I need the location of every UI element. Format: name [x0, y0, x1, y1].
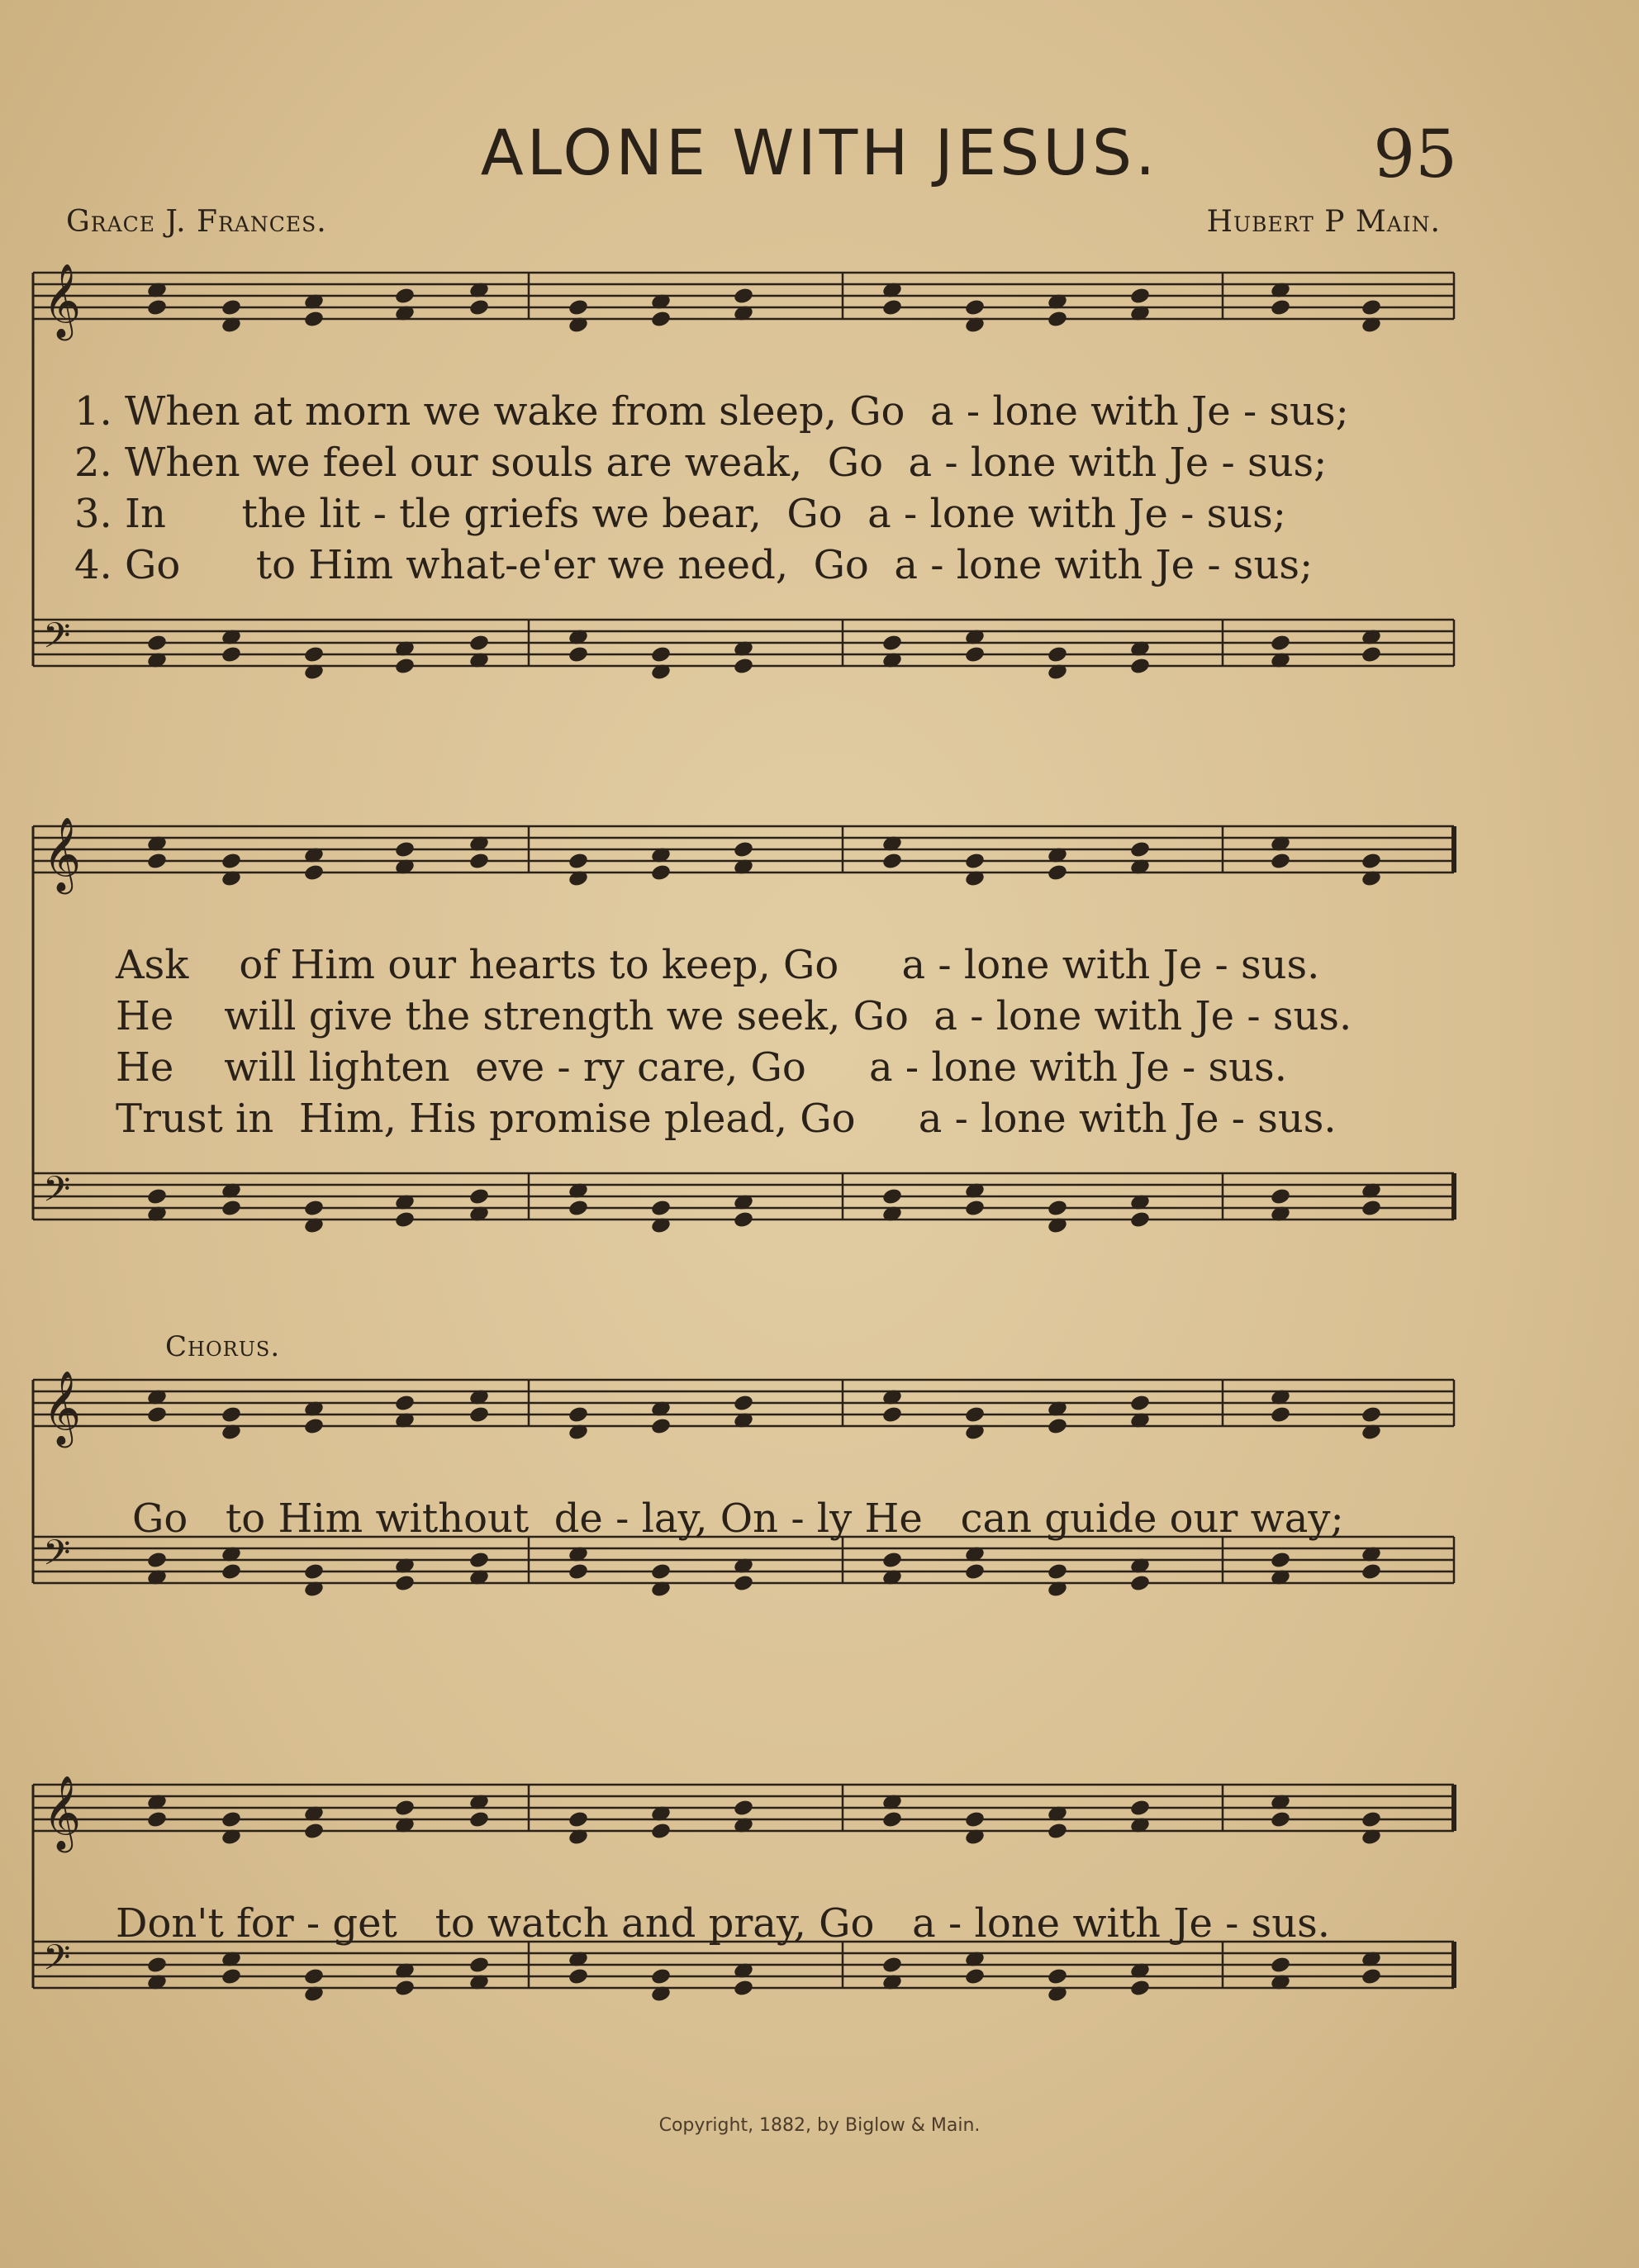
- note-head: [1129, 1210, 1151, 1229]
- note-head: [1270, 1187, 1291, 1206]
- note-head: [394, 1394, 416, 1413]
- note-head: [881, 298, 903, 317]
- note-head: [568, 1199, 589, 1218]
- note-head: [303, 645, 325, 664]
- note-head: [1047, 1562, 1068, 1581]
- note-head: [1361, 298, 1382, 317]
- note-head: [1361, 1562, 1382, 1581]
- treble-staff: [33, 1776, 1454, 1853]
- note-head: [1361, 1405, 1382, 1424]
- verse-lyric-line: 2. When we feel our souls are weak, Go a - lone with Je - sus;: [74, 440, 1328, 486]
- verse-lyric-line: 1. When at morn we wake from sleep, Go a - lone with Je - sus;: [74, 388, 1349, 435]
- bass-clef-icon: 𝄢: [43, 1533, 71, 1582]
- note-head: [303, 1417, 325, 1436]
- note-head: [1270, 634, 1291, 653]
- note-head: [394, 1979, 416, 1998]
- note-head: [468, 1187, 490, 1206]
- note-head: [650, 1822, 672, 1841]
- bass-staff: [33, 616, 1454, 681]
- note-head: [394, 1799, 416, 1818]
- note-head: [650, 1199, 672, 1218]
- note-head: [733, 657, 754, 676]
- note-head: [1129, 1799, 1151, 1818]
- note-head: [1129, 287, 1151, 306]
- note-head: [964, 1967, 986, 1986]
- note-head: [733, 840, 754, 859]
- note-head: [733, 1799, 754, 1818]
- note-head: [221, 1810, 242, 1829]
- note-head: [650, 645, 672, 664]
- note-head: [394, 287, 416, 306]
- chorus-lyric-line: Don't for - get to watch and pray, Go a - lone with Je - sus.: [116, 1900, 1331, 1947]
- page-number: 95: [1373, 116, 1457, 193]
- note-head: [1361, 645, 1382, 664]
- verse-lyric-line: He will lighten eve - ry care, Go a - lone with Je - sus.: [116, 1044, 1287, 1091]
- note-head: [468, 1810, 490, 1829]
- staff-pair-2: [33, 810, 1470, 1272]
- note-head: [468, 852, 490, 871]
- note-head: [221, 1967, 242, 1986]
- note-head: [650, 863, 672, 882]
- note-head: [221, 645, 242, 664]
- note-head: [733, 1979, 754, 1998]
- bass-clef-icon: 𝄢: [43, 1938, 71, 1987]
- note-head: [733, 1394, 754, 1413]
- note-head: [1270, 298, 1291, 317]
- note-head: [964, 1199, 986, 1218]
- hymn-title: ALONE WITH JESUS.: [480, 116, 1159, 189]
- note-head: [568, 1967, 589, 1986]
- note-head: [221, 1199, 242, 1218]
- treble-clef-icon: 𝄞: [43, 1371, 82, 1445]
- music-system-4: [33, 1768, 1470, 2115]
- note-head: [1270, 1551, 1291, 1570]
- note-head: [1047, 310, 1068, 329]
- note-head: [146, 1405, 168, 1424]
- treble-staff: [33, 264, 1454, 341]
- note-head: [964, 1562, 986, 1581]
- note-head: [1129, 840, 1151, 859]
- note-head: [468, 1956, 490, 1975]
- note-head: [303, 1562, 325, 1581]
- note-head: [1129, 1394, 1151, 1413]
- note-head: [146, 1810, 168, 1829]
- note-head: [303, 1199, 325, 1218]
- note-head: [146, 1187, 168, 1206]
- note-head: [964, 298, 986, 317]
- music-system-3: [33, 1363, 1470, 1710]
- note-head: [146, 634, 168, 653]
- bass-staff: [33, 1533, 1454, 1598]
- music-system-2: [33, 810, 1470, 1272]
- note-head: [964, 852, 986, 871]
- bass-staff: [33, 1938, 1454, 2003]
- note-head: [303, 863, 325, 882]
- note-head: [146, 852, 168, 871]
- note-head: [1270, 1405, 1291, 1424]
- note-head: [303, 1822, 325, 1841]
- lyricist-credit: Grace J. Frances.: [66, 205, 327, 239]
- note-head: [468, 1551, 490, 1570]
- note-head: [1047, 1822, 1068, 1841]
- note-head: [733, 1210, 754, 1229]
- note-head: [1047, 863, 1068, 882]
- note-head: [568, 852, 589, 871]
- treble-clef-icon: 𝄞: [43, 1776, 82, 1850]
- note-head: [221, 852, 242, 871]
- note-head: [1361, 1810, 1382, 1829]
- note-head: [1270, 1810, 1291, 1829]
- note-head: [468, 1405, 490, 1424]
- verse-lyric-line: He will give the strength we seek, Go a - lone with Je - sus.: [116, 993, 1352, 1039]
- note-head: [568, 298, 589, 317]
- note-head: [1047, 1417, 1068, 1436]
- note-head: [303, 310, 325, 329]
- note-head: [1047, 1199, 1068, 1218]
- note-head: [1129, 1574, 1151, 1593]
- bass-clef-icon: 𝄢: [43, 1169, 71, 1219]
- note-head: [1361, 852, 1382, 871]
- note-head: [964, 1810, 986, 1829]
- treble-clef-icon: 𝄞: [43, 817, 82, 892]
- note-head: [733, 287, 754, 306]
- note-head: [881, 1187, 903, 1206]
- note-head: [568, 1405, 589, 1424]
- note-head: [1047, 645, 1068, 664]
- note-head: [394, 1574, 416, 1593]
- note-head: [733, 1574, 754, 1593]
- verse-lyric-line: 4. Go to Him what-e'er we need, Go a - lone with Je - sus;: [74, 542, 1314, 588]
- note-head: [650, 1417, 672, 1436]
- treble-staff: [33, 1371, 1454, 1448]
- bass-clef-icon: 𝄢: [43, 616, 71, 665]
- note-head: [146, 298, 168, 317]
- note-head: [568, 1810, 589, 1829]
- note-head: [221, 1405, 242, 1424]
- note-head: [1361, 1199, 1382, 1218]
- verse-lyric-line: 3. In the lit - tle griefs we bear, Go a - lone with Je - sus;: [74, 491, 1286, 537]
- note-head: [881, 634, 903, 653]
- copyright-notice: Copyright, 1882, by Biglow & Main.: [658, 2115, 981, 2136]
- note-head: [468, 634, 490, 653]
- treble-staff: [33, 817, 1454, 895]
- note-head: [964, 1405, 986, 1424]
- note-head: [221, 298, 242, 317]
- note-head: [1361, 1967, 1382, 1986]
- note-head: [650, 1967, 672, 1986]
- note-head: [394, 657, 416, 676]
- note-head: [394, 840, 416, 859]
- note-head: [568, 1562, 589, 1581]
- treble-clef-icon: 𝄞: [43, 264, 82, 338]
- note-head: [881, 1956, 903, 1975]
- chorus-lyric-line: Go to Him without de - lay, On - ly He can guide our way;: [132, 1495, 1344, 1542]
- note-head: [146, 1551, 168, 1570]
- note-head: [881, 1810, 903, 1829]
- verse-lyric-line: Ask of Him our hearts to keep, Go a - lone with Je - sus.: [116, 942, 1320, 988]
- note-head: [1129, 657, 1151, 676]
- note-head: [303, 1967, 325, 1986]
- composer-credit: Hubert P Main.: [1206, 205, 1441, 239]
- chorus-label: Chorus.: [165, 1330, 281, 1363]
- note-head: [881, 1551, 903, 1570]
- music-system-1: [33, 256, 1470, 735]
- note-head: [146, 1956, 168, 1975]
- note-head: [1129, 1979, 1151, 1998]
- verse-lyric-line: Trust in Him, His promise plead, Go a - lone with Je - sus.: [116, 1096, 1337, 1142]
- note-head: [1270, 852, 1291, 871]
- note-head: [221, 1562, 242, 1581]
- bass-staff: [33, 1169, 1454, 1234]
- note-head: [1270, 1956, 1291, 1975]
- note-head: [568, 645, 589, 664]
- note-head: [650, 1562, 672, 1581]
- note-head: [964, 645, 986, 664]
- note-head: [881, 1405, 903, 1424]
- note-head: [394, 1210, 416, 1229]
- note-head: [468, 298, 490, 317]
- note-head: [650, 310, 672, 329]
- note-head: [881, 852, 903, 871]
- note-head: [1047, 1967, 1068, 1986]
